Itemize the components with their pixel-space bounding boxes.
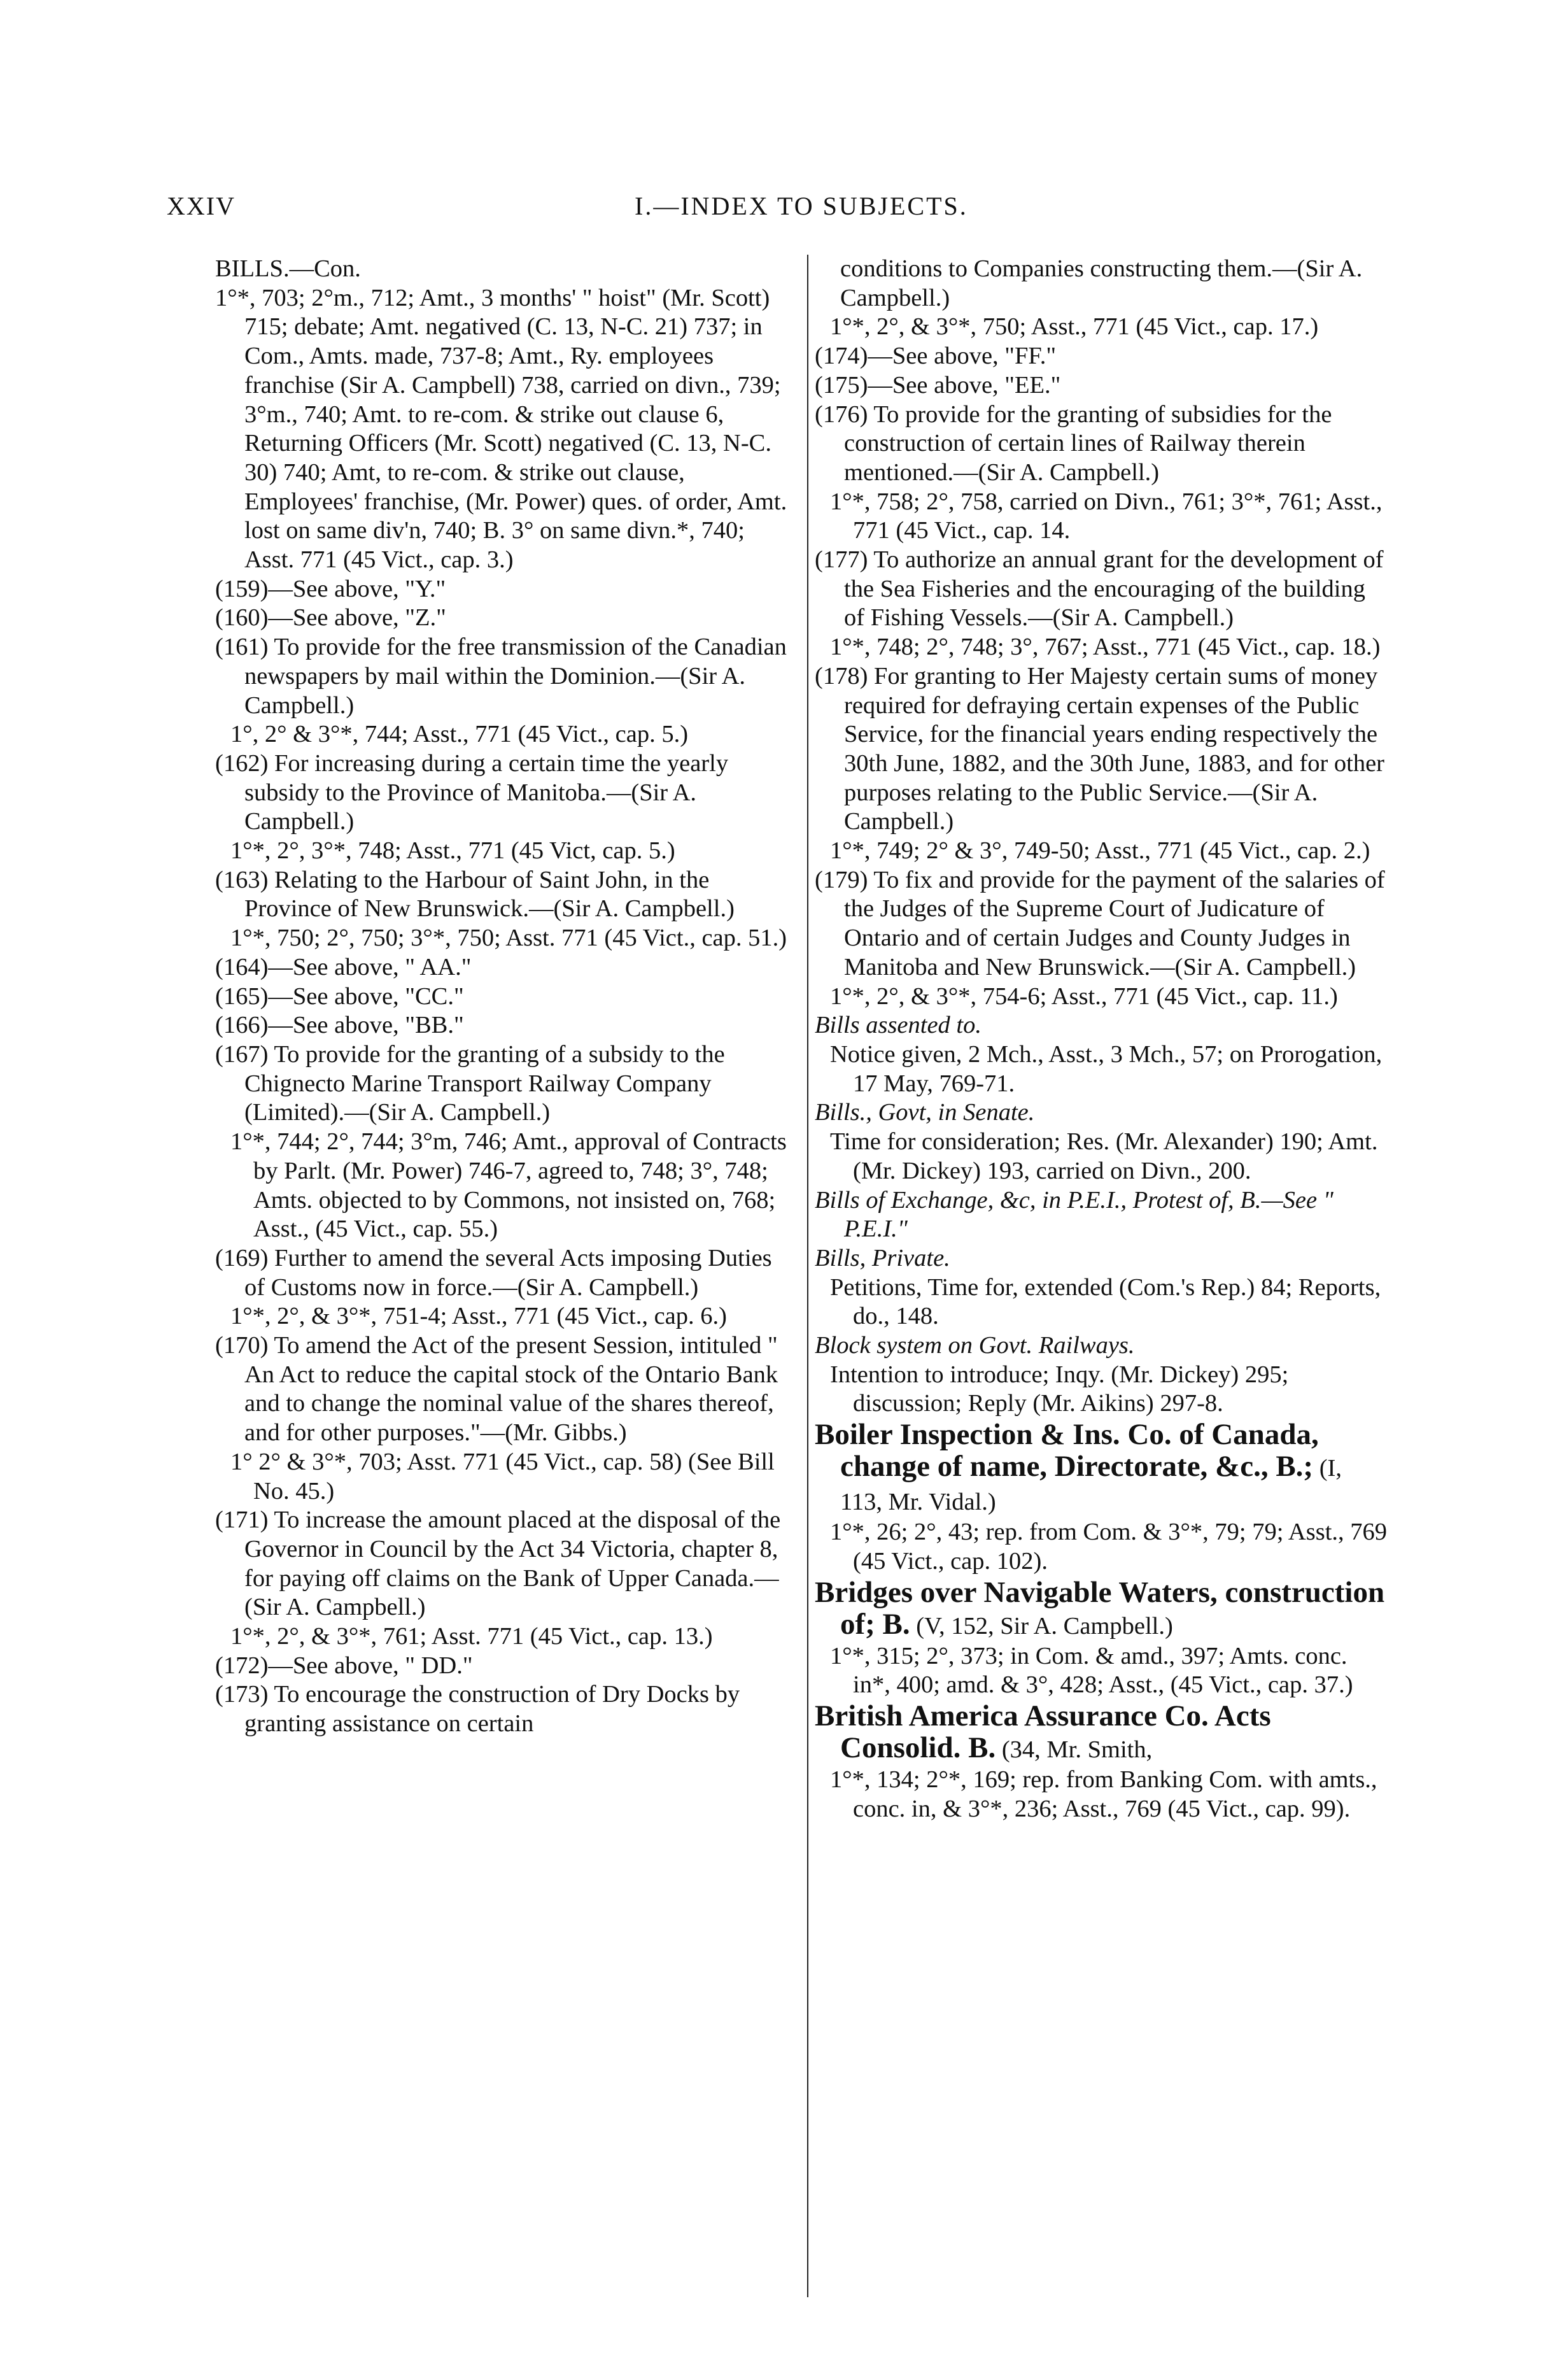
index-bold-entry xyxy=(815,1576,1388,1642)
bill-entry: (163) Relating to the Harbour of Saint John, in the Province of New Brunswick.—(Sir A. Campbell.) xyxy=(215,866,735,923)
bold-entry-title: Bridges over Navigable Waters, construction of; B. xyxy=(815,1575,1385,1641)
bill-entry: (177) To authorize an annual grant for the development of the Sea Fisheries and the encouraging of the building of Fishing Vessels.—(Sir A. Campbell.) xyxy=(815,546,1384,632)
index-proceedings: 1°*, 2°, & 3°*, 750; Asst., 771 (45 Vict., cap. 17.) xyxy=(830,313,1319,341)
bold-entry-reference: (V, 152, Sir A. Campbell.) xyxy=(910,1612,1173,1640)
index-proceedings: Intention to introduce; Inqy. (Mr. Dickey) 295; discussion; Reply (Mr. Aikins) 297-8. xyxy=(830,1361,1289,1417)
bold-entry-title: British America Assurance Co. Acts Consolid. B. xyxy=(815,1699,1271,1764)
index-proceedings: 1°*, 744; 2°, 744; 3°m, 746; Amt., approval of Contracts by Parlt. (Mr. Power) 746-7, agreed to, 748; 3°, 748; Amts. objected to by Commons, not insisted on, 768; Asst., (45 Vict., cap. 55.) xyxy=(230,1128,787,1243)
bill-entry: (169) Further to amend the several Acts imposing Duties of Customs now in force.—(Sir A. Campbell.) xyxy=(215,1244,772,1301)
bill-entry: (179) To fix and provide for the payment of the salaries of the Judges of the Supreme Court of Judicature of Ontario and of certain Judges and County Judges in Manitoba and New Brunswick.—(Sir A. Campbell.) xyxy=(815,866,1385,981)
bill-entry: (176) To provide for the granting of subsidies for the construction of certain lines of Railway therein mentioned.—(Sir A. Campbell.) xyxy=(815,400,1332,486)
index-proceedings: 1° 2° & 3°*, 703; Asst. 771 (45 Vict., cap. 58) (See Bill No. 45.) xyxy=(230,1448,775,1505)
bill-entry: (165)—See above, "CC." xyxy=(215,982,464,1010)
index-proceedings: 1°*, 750; 2°, 750; 3°*, 750; Asst. 771 (45 Vict., cap. 51.) xyxy=(230,924,787,952)
bold-entry-title: Boiler Inspection & Ins. Co. of Canada, change of name, Directorate, &c., B.; xyxy=(815,1418,1319,1484)
index-proceedings: 1°*, 758; 2°, 758, carried on Divn., 761; 3°*, 761; Asst., 771 (45 Vict., cap. 14. xyxy=(830,488,1383,544)
bill-entry: (160)—See above, "Z." xyxy=(215,604,446,632)
bill-entry: (162) For increasing during a certain time the yearly subsidy to the Province of Manitoba.—(Sir A. Campbell.) xyxy=(215,749,729,835)
index-bold-entry xyxy=(815,1419,1388,1518)
index-proceedings: Petitions, Time for, extended (Com.'s Rep.) 84; Reports, do., 148. xyxy=(830,1273,1381,1330)
index-continuation: conditions to Companies constructing them.—(Sir A. Campbell.) xyxy=(840,255,1363,311)
index-proceedings: 1°, 2° & 3°*, 744; Asst., 771 (45 Vict., cap. 5.) xyxy=(230,721,689,748)
index-subject-title: Bills., Govt, in Senate. xyxy=(815,1099,1035,1126)
page-header xyxy=(167,191,1370,229)
index-proceedings: 1°*, 2°, & 3°*, 754-6; Asst., 771 (45 Vict., cap. 11.) xyxy=(830,982,1338,1010)
index-proceedings: 1°*, 2°, & 3°*, 751-4; Asst., 771 (45 Vict., cap. 6.) xyxy=(230,1303,727,1330)
bill-entry: (174)—See above, "FF." xyxy=(815,343,1057,370)
page-number: XXIV xyxy=(167,192,236,220)
index-bold-entry xyxy=(815,1700,1388,1766)
running-title: I.—INDEX TO SUBJECTS. xyxy=(635,192,968,220)
bill-entry: (173) To encourage the construction of Dry Docks by granting assistance on certain xyxy=(215,1681,740,1738)
bold-entry-reference: (34, Mr. Smith, xyxy=(996,1736,1153,1763)
index-proceedings: 1°*, 749; 2° & 3°, 749-50; Asst., 771 (45 Vict., cap. 2.) xyxy=(830,837,1370,865)
bill-entry: (175)—See above, "EE." xyxy=(815,371,1061,399)
bill-entry: (171) To increase the amount placed at the disposal of the Governor in Council by the Act 34 Victoria, chapter 8, for paying off claims on the Bank of Upper Canada.—(Sir A. Campbell.) xyxy=(215,1506,781,1621)
bill-entry: (167) To provide for the granting of a subsidy to the Chignecto Marine Transport Railway Company (Limited).—(Sir A. Campbell.) xyxy=(215,1040,725,1126)
bill-entry: (164)—See above, " AA." xyxy=(215,953,472,981)
index-proceedings: 1°*, 134; 2°*, 169; rep. from Banking Com. with amts., conc. in, & 3°*, 236; Asst., 769 (45 Vict., cap. 99). xyxy=(830,1766,1377,1822)
index-proceedings: 1°*, 26; 2°, 43; rep. from Com. & 3°*, 79; 79; Asst., 769 (45 Vict., cap. 102). xyxy=(830,1519,1388,1575)
index-subject-title: Bills, Private. xyxy=(815,1244,950,1271)
index-continuation: 1°*, 703; 2°m., 712; Amt., 3 months' " hoist" (Mr. Scott) 715; debate; Amt. negatived (C. 13, N-C. 21) 737; in Com., Amts. made, 737-8; Amt., Ry. employees franchise (Sir A. Campbell) 738, carried on divn., 739; 3°m., 740; Amt. to re-com. & strike out clause 6, Returning Officers (Mr. Scott) negatived (C. 13, N-C. 30) 740; Amt, to re-com. & strike out clause, Employees' franchise, (Mr. Power) ques. of order, Amt. lost on same div'n, 740; B. 3° on same divn.*, 740; Asst. 771 (45 Vict., cap. 3.) xyxy=(215,284,787,574)
bill-entry: (159)—See above, "Y." xyxy=(215,575,446,602)
bill-entry: (170) To amend the Act of the present Session, intituled " An Act to reduce the capital stock of the Ontario Bank and to change the nominal value of the shares thereof, and for other purposes."—(Mr. Gibbs.) xyxy=(215,1332,778,1447)
index-subject-title: Bills of Exchange, &c, in P.E.I., Protest of, B.—See " P.E.I." xyxy=(815,1186,1333,1243)
index-subject-title: Block system on Govt. Railways. xyxy=(815,1332,1135,1359)
index-proceedings: Time for consideration; Res. (Mr. Alexander) 190; Amt. (Mr. Dickey) 193, carried on Divn., 200. xyxy=(830,1128,1378,1184)
index-proceedings: 1°*, 2°, 3°*, 748; Asst., 771 (45 Vict, cap. 5.) xyxy=(230,837,675,865)
index-proceedings: 1°*, 2°, & 3°*, 761; Asst. 771 (45 Vict., cap. 13.) xyxy=(230,1623,713,1650)
bill-entry: (178) For granting to Her Majesty certain sums of money required for defraying certain expenses of the Public Service, for the financial years ending respectively the 30th June, 1882, and the 30th June, 1883, and for other purposes relating to the Public Service.—(Sir A. Campbell.) xyxy=(815,662,1384,835)
bill-entry: (172)—See above, " DD." xyxy=(215,1652,473,1679)
bill-entry: (166)—See above, "BB." xyxy=(215,1012,464,1039)
left-column xyxy=(215,255,796,1739)
index-proceedings: Notice given, 2 Mch., Asst., 3 Mch., 57; on Prorogation, 17 May, 769-71. xyxy=(830,1040,1383,1097)
index-subject-title: Bills assented to. xyxy=(815,1012,982,1039)
right-column xyxy=(815,255,1388,1824)
column-divider xyxy=(807,255,808,2297)
index-heading: BILLS.—Con. xyxy=(215,255,361,282)
bill-entry: (161) To provide for the free transmission of the Canadian newspapers by mail within the Dominion.—(Sir A. Campbell.) xyxy=(215,634,787,719)
bold-entry-reference: (I, 113, Mr. Vidal.) xyxy=(840,1455,1342,1516)
index-proceedings: 1°*, 315; 2°, 373; in Com. & amd., 397; Amts. conc. in*, 400; amd. & 3°, 428; Asst., (45 Vict., cap. 37.) xyxy=(830,1642,1353,1699)
index-proceedings: 1°*, 748; 2°, 748; 3°, 767; Asst., 771 (45 Vict., cap. 18.) xyxy=(830,634,1381,661)
